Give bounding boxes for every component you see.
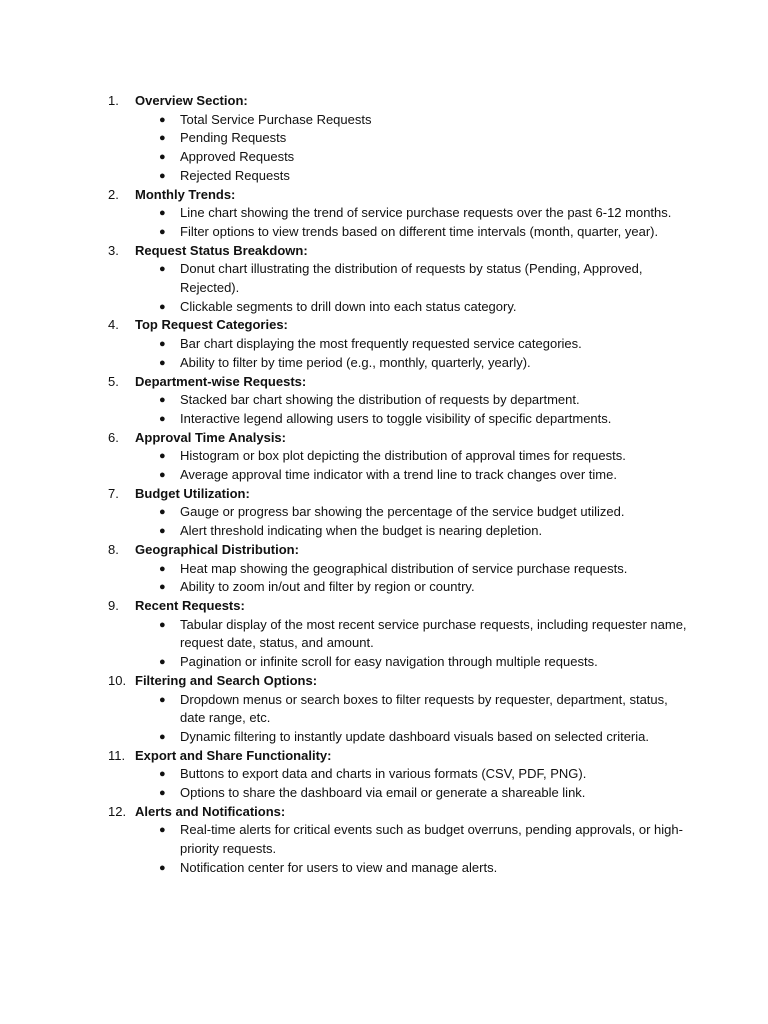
list-item-text: Heat map showing the geographical distribution of service purchase requests. xyxy=(180,560,628,576)
list-item-text: Bar chart displaying the most frequently requested service categories. xyxy=(180,336,582,352)
list-item-text: Average approval time indicator with a trend line to track changes over time. xyxy=(180,467,617,483)
bullet-icon: ● xyxy=(159,225,166,238)
list-item-text: Dynamic filtering to instantly update dashboard visuals based on selected criteria. xyxy=(180,728,649,744)
section-title: Overview Section: xyxy=(135,93,248,108)
section-title: Recent Requests: xyxy=(135,597,245,613)
section-number: 6. xyxy=(108,429,119,445)
list-item xyxy=(135,129,688,148)
section-title: Budget Utilization: xyxy=(135,485,250,501)
list-item xyxy=(135,111,688,130)
list-item xyxy=(135,765,688,784)
bullet-list xyxy=(135,111,688,186)
list-item-text: Stacked bar chart showing the distribution of requests by department. xyxy=(180,392,580,408)
list-item-text: Ability to filter by time period (e.g., monthly, quarterly, yearly). xyxy=(180,354,531,370)
list-item-text: Total Service Purchase Requests xyxy=(180,111,372,127)
bullet-icon: ● xyxy=(159,207,166,220)
list-item-text: Notification center for users to view and manage alerts. xyxy=(180,859,498,875)
bullet-icon: ● xyxy=(159,562,166,575)
section-title: Approval Time Analysis: xyxy=(135,429,286,445)
numbered-list xyxy=(108,92,688,878)
list-item xyxy=(135,447,688,466)
list-item-text: Alert threshold indicating when the budget is nearing depletion. xyxy=(180,523,543,539)
list-item xyxy=(135,391,688,410)
list-item-text: Real-time alerts for critical events such as budget overruns, pending approvals, or high-priority requests. xyxy=(180,822,683,857)
list-item xyxy=(135,466,688,485)
list-item-text: Tabular display of the most recent service purchase requests, including requester name, request date, status, and amount. xyxy=(180,616,687,651)
bullet-icon: ● xyxy=(159,300,166,313)
section-number: 7. xyxy=(108,485,119,501)
list-item-text: Rejected Requests xyxy=(180,167,290,183)
list-item xyxy=(135,204,688,223)
list-item-text: Pagination or infinite scroll for easy navigation through multiple requests. xyxy=(180,654,598,670)
list-section xyxy=(108,747,688,803)
list-item xyxy=(135,578,688,597)
section-number: 5. xyxy=(108,373,119,389)
list-item xyxy=(135,298,688,317)
section-title: Request Status Breakdown: xyxy=(135,242,308,258)
bullet-icon: ● xyxy=(159,113,166,126)
list-section xyxy=(108,672,688,747)
list-item xyxy=(135,616,688,653)
section-number: 10. xyxy=(108,672,127,688)
bullet-list xyxy=(135,691,688,747)
list-item xyxy=(135,167,688,186)
bullet-list xyxy=(135,260,688,316)
list-section xyxy=(108,242,688,317)
section-number: 8. xyxy=(108,541,119,557)
bullet-list xyxy=(135,447,688,484)
bullet-icon: ● xyxy=(159,169,166,182)
list-item-text: Interactive legend allowing users to toggle visibility of specific departments. xyxy=(180,410,612,426)
list-section xyxy=(108,186,688,242)
section-title: Geographical Distribution: xyxy=(135,541,299,557)
list-item xyxy=(135,335,688,354)
bullet-icon: ● xyxy=(159,861,166,874)
list-section xyxy=(108,92,688,186)
section-title: Top Request Categories: xyxy=(135,317,288,333)
list-item xyxy=(135,784,688,803)
section-number: 3. xyxy=(108,242,119,258)
section-title: Alerts and Notifications: xyxy=(135,803,286,819)
list-item xyxy=(135,354,688,373)
bullet-icon: ● xyxy=(159,151,166,164)
list-item xyxy=(135,148,688,167)
section-number: 2. xyxy=(108,186,119,202)
list-item xyxy=(135,503,688,522)
bullet-list xyxy=(135,503,688,540)
section-title: Export and Share Functionality: xyxy=(135,747,332,763)
bullet-icon: ● xyxy=(159,525,166,538)
list-item xyxy=(135,728,688,747)
list-item xyxy=(135,691,688,728)
list-item-text: Options to share the dashboard via email or generate a shareable link. xyxy=(180,785,586,801)
list-item xyxy=(135,260,688,297)
bullet-list xyxy=(135,560,688,597)
list-item xyxy=(135,522,688,541)
bullet-icon: ● xyxy=(159,338,166,351)
list-item-text: Clickable segments to drill down into each status category. xyxy=(180,298,517,314)
list-section xyxy=(108,373,688,429)
bullet-list xyxy=(135,616,688,672)
list-item-text: Approved Requests xyxy=(180,149,295,165)
list-section xyxy=(108,541,688,597)
section-number: 9. xyxy=(108,597,119,613)
section-title: Filtering and Search Options: xyxy=(135,672,318,688)
bullet-icon: ● xyxy=(159,768,166,781)
bullet-icon: ● xyxy=(159,450,166,463)
bullet-icon: ● xyxy=(159,263,166,276)
list-item xyxy=(135,410,688,429)
bullet-icon: ● xyxy=(159,787,166,800)
bullet-icon: ● xyxy=(159,656,166,669)
bullet-icon: ● xyxy=(159,693,166,706)
list-item-text: Ability to zoom in/out and filter by region or country. xyxy=(180,579,475,595)
section-number: 12. xyxy=(108,803,127,819)
list-section xyxy=(108,597,688,672)
bullet-icon: ● xyxy=(159,824,166,837)
list-item xyxy=(135,560,688,579)
list-item-text: Filter options to view trends based on different time intervals (month, quarter, year). xyxy=(180,223,659,239)
bullet-icon: ● xyxy=(159,618,166,631)
list-item xyxy=(135,859,688,878)
list-section xyxy=(108,316,688,372)
bullet-icon: ● xyxy=(159,581,166,594)
bullet-icon: ● xyxy=(159,394,166,407)
list-item-text: Pending Requests xyxy=(180,130,287,146)
list-item-text: Buttons to export data and charts in various formats (CSV, PDF, PNG). xyxy=(180,766,587,782)
list-item xyxy=(135,223,688,242)
bullet-icon: ● xyxy=(159,412,166,425)
list-section xyxy=(108,803,688,878)
bullet-list xyxy=(135,765,688,802)
bullet-list xyxy=(135,204,688,241)
list-item-text: Line chart showing the trend of service purchase requests over the past 6-12 months. xyxy=(180,205,672,221)
section-number: 11. xyxy=(108,747,126,763)
section-title: Department-wise Requests: xyxy=(135,373,307,389)
list-item xyxy=(135,653,688,672)
list-item-text: Donut chart illustrating the distribution of requests by status (Pending, Approved, Rejected). xyxy=(180,261,643,296)
bullet-list xyxy=(135,821,688,877)
list-section xyxy=(108,485,688,541)
bullet-list xyxy=(135,391,688,428)
section-number: 4. xyxy=(108,317,119,333)
section-number: 1. xyxy=(108,93,119,108)
list-item-text: Histogram or box plot depicting the distribution of approval times for requests. xyxy=(180,448,626,464)
bullet-icon: ● xyxy=(159,506,166,519)
bullet-icon: ● xyxy=(159,356,166,369)
bullet-list xyxy=(135,335,688,372)
bullet-icon: ● xyxy=(159,469,166,482)
section-title: Monthly Trends: xyxy=(135,186,236,202)
list-item-text: Gauge or progress bar showing the percentage of the service budget utilized. xyxy=(180,504,625,520)
list-item xyxy=(135,821,688,858)
bullet-icon: ● xyxy=(159,730,166,743)
list-item-text: Dropdown menus or search boxes to filter requests by requester, department, status, date range, etc. xyxy=(180,691,668,726)
bullet-icon: ● xyxy=(159,132,166,145)
list-section xyxy=(108,429,688,485)
